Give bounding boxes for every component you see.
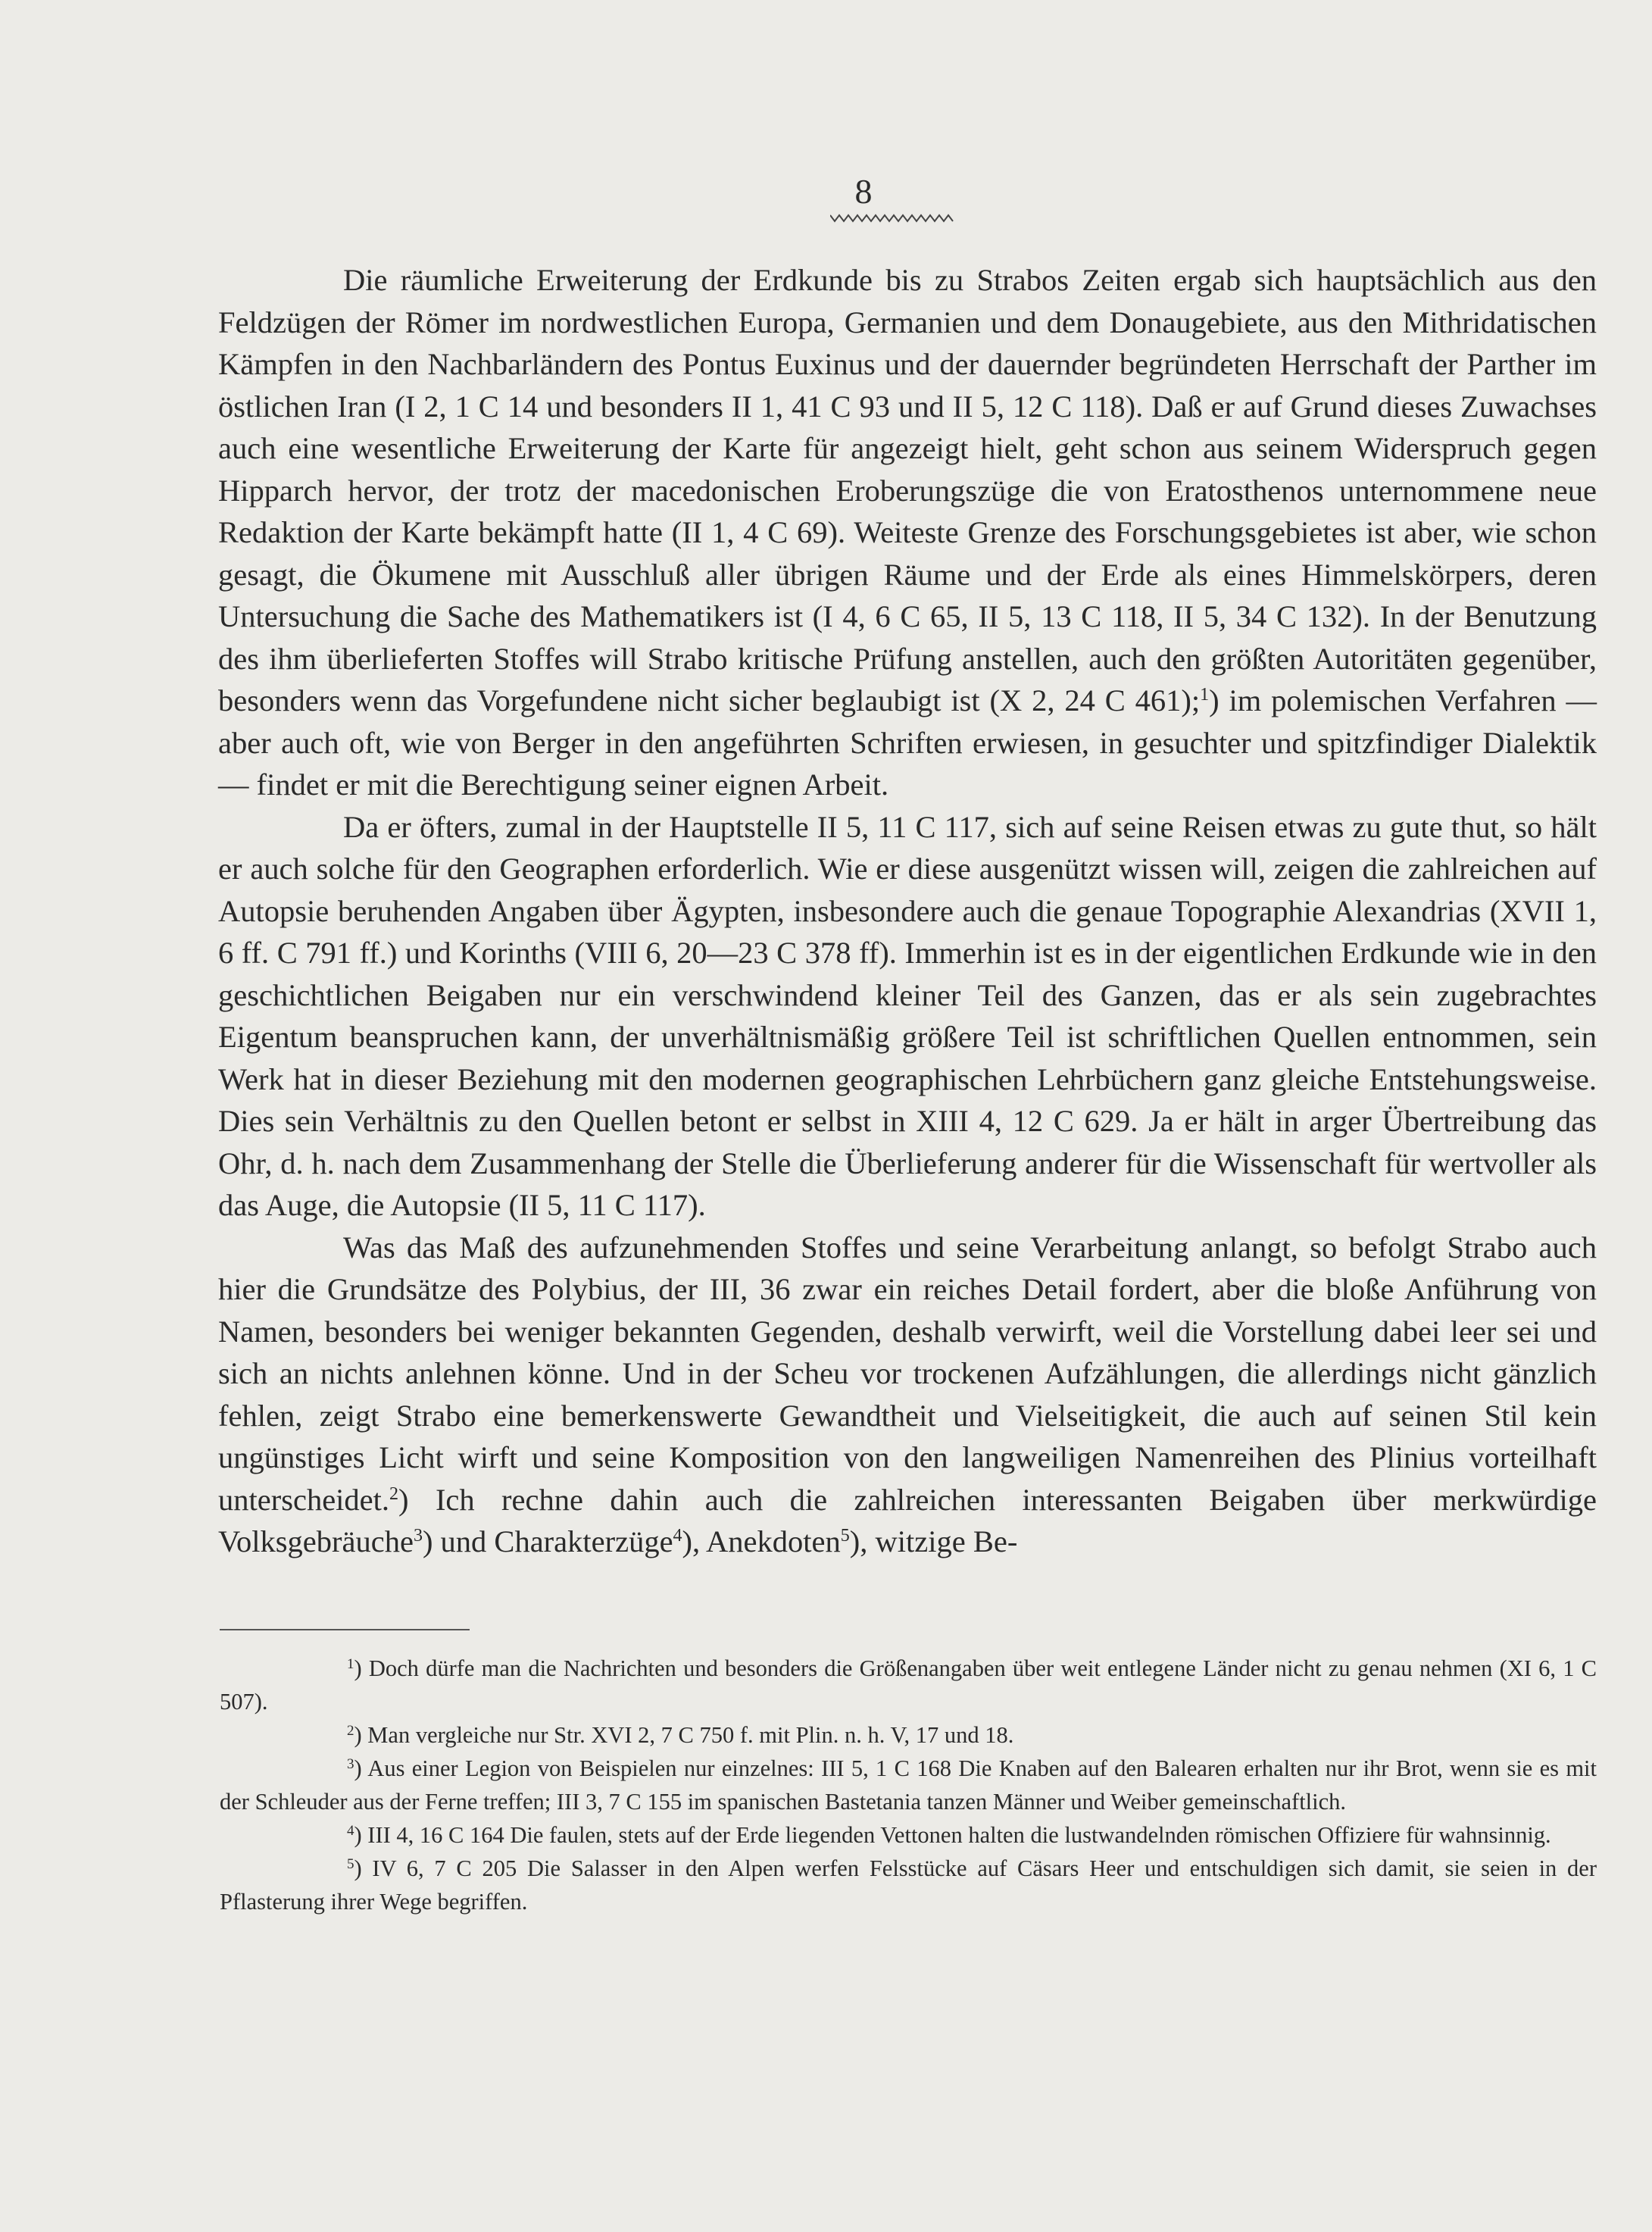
footnote-reference: 3: [413, 1526, 423, 1546]
footnote-text: ) Aus einer Legion von Beispielen nur einzelnes: III 5, 1 C 168 Die Knaben auf den Balearen erhalten nur ihr Brot, wenn sie es mit der Schleuder aus der Ferne treffen; III 3, 7 C 155 im spanischen Bastetania tanzen Männer und Weiber gemeinschaftlich.: [220, 1755, 1597, 1815]
footnote-text: ) Doch dürfe man die Nachrichten und besonders die Größenangaben über weit entlegene Länder nicht zu genau nehmen (XI 6, 1 C 507).: [220, 1655, 1597, 1715]
text-run: ) im polemischen Verfahren — aber auch oft, wie von Berger in den angeführten Schriften erwiesen, in gesuchter und spitzfindiger Dialektik — findet er mit die Berechtigung seiner eignen Arbeit.: [218, 683, 1597, 802]
footnote-mark: 3: [347, 1756, 354, 1772]
footnotes: [220, 1652, 1597, 1918]
footnote-text: ) III 4, 16 C 164 Die faulen, stets auf der Erde liegenden Vettonen halten die lustwandelnden römischen Offiziere für wahnsinnig.: [354, 1822, 1551, 1848]
main-text: [218, 259, 1597, 1563]
footnote-reference: 4: [673, 1526, 682, 1546]
text-run: Was das Maß des aufzunehmenden Stoffes und seine Verarbeitung anlangt, so befolgt Strabo auch hier die Grundsätze des Polybius, der III, 36 zwar ein reiches Detail fordert, aber die bloße Anführung von Namen, besonders bei weniger bekannten Gegenden, deshalb verwirft, weil die Vorstellung dabei leer sei und sich an nichts anlehnen könne. Und in der Scheu vor trockenen Aufzählungen, die allerdings nicht gänzlich fehlen, zeigt Strabo eine bemerkenswerte Gewandtheit und Vielseitigkeit, die auch auf seinen Stil kein ungünstiges Licht wirft und seine Komposition von den langweiligen Namenreihen des Plinius vorteilhaft unterscheidet.: [218, 1230, 1597, 1517]
footnote-reference: 2: [389, 1483, 399, 1504]
body-paragraph: [218, 806, 1597, 1227]
text-run: ) Ich rechne dahin auch die zahlreichen interessanten Beigaben über merkwürdige Volksgebräuche: [218, 1482, 1597, 1558]
footnote-mark: 1: [347, 1656, 354, 1672]
footnote: [220, 1718, 1597, 1752]
footnote-mark: 4: [347, 1823, 354, 1839]
footnote-mark: 2: [347, 1723, 354, 1739]
text-run: ) und Charakterzüge: [422, 1524, 673, 1558]
footnote: [220, 1818, 1597, 1852]
text-run: Da er öfters, zumal in der Hauptstelle II 5, 11 C 117, sich auf seine Reisen etwas zu gute thut, so hält er auch solche für den Geographen erforderlich. Wie er diese ausgenützt wissen will, zeigen die zahlreichen auf Autopsie beruhenden Angaben über Ägypten, insbesondere auch die genaue Topographie Alexandrias (XVII 1, 6 ff. C 791 ff.) und Korinths (VIII 6, 20—23 C 378 ff). Immerhin ist es in der eigentlichen Erdkunde wie in den geschichtlichen Beigaben nur ein verschwindend kleiner Teil des Ganzen, das er als sein zugebrachtes Eigentum beanspruchen kann, der unverhältnismäßig größere Teil ist schriftlichen Quellen entnommen, sein Werk hat in dieser Beziehung mit den modernen geographischen Lehrbüchern ganz gleiche Entstehungsweise. Dies sein Verhältnis zu den Quellen betont er selbst in XIII 4, 12 C 629. Ja er hält in arger Übertreibung das Ohr, d. h. nach dem Zusammenhang der Stelle die Überlieferung anderer für die Wissenschaft für wertvoller als das Auge, die Autopsie (II 5, 11 C 117).: [218, 809, 1597, 1222]
footnote-text: ) Man vergleiche nur Str. XVI 2, 7 C 750 f. mit Plin. n. h. V, 17 und 18.: [354, 1722, 1014, 1748]
footnote-reference: 1: [1200, 685, 1210, 705]
text-run: ), witzige Be-: [849, 1524, 1018, 1558]
footnote-reference: 5: [840, 1526, 850, 1546]
body-paragraph: [218, 259, 1597, 806]
footnote-mark: 5: [347, 1856, 354, 1872]
footnote: [220, 1652, 1597, 1718]
body-paragraph: [218, 1227, 1597, 1563]
footnote-text: ) IV 6, 7 C 205 Die Salasser in den Alpen werfen Felsstücke auf Cäsars Heer und entschuldigen sich damit, sie seien in der Pflasterung ihrer Wege begriffen.: [220, 1855, 1597, 1915]
footnote: [220, 1852, 1597, 1918]
page-number: 8: [854, 172, 873, 211]
text-run: ), Anekdoten: [682, 1524, 841, 1558]
page-number-ornament: [830, 212, 954, 224]
footnote: [220, 1752, 1597, 1818]
text-run: Die räumliche Erweiterung der Erdkunde bis zu Strabos Zeiten ergab sich hauptsächlich aus den Feldzügen der Römer im nordwestlichen Europa, Germanien und dem Donaugebiete, aus den Mithridatischen Kämpfen in den Nachbarländern des Pontus Euxinus und der dauernder begründeten Herrschaft der Parther im östlichen Iran (I 2, 1 C 14 und besonders II 1, 41 C 93 und II 5, 12 C 118). Daß er auf Grund dieses Zuwachses auch eine wesentliche Erweiterung der Karte für angezeigt hielt, geht schon aus seinem Widerspruch gegen Hipparch hervor, der trotz der macedonischen Eroberungszüge die von Eratosthenos unternommene neue Redaktion der Karte bekämpft hatte (II 1, 4 C 69). Weiteste Grenze des Forschungsgebietes ist aber, wie schon gesagt, die Ökumene mit Ausschluß aller übrigen Räume und der Erde als eines Himmelskörpers, deren Untersuchung die Sache des Mathematikers ist (I 4, 6 C 65, II 5, 13 C 118, II 5, 34 C 132). In der Benutzung des ihm überlieferten Stoffes will Strabo kritische Prüfung anstellen, auch den größten Autoritäten gegenüber, besonders wenn das Vorgefundene nicht sicher beglaubigt ist (X 2, 24 C 461);: [218, 263, 1597, 717]
footnote-separator: [220, 1629, 470, 1630]
